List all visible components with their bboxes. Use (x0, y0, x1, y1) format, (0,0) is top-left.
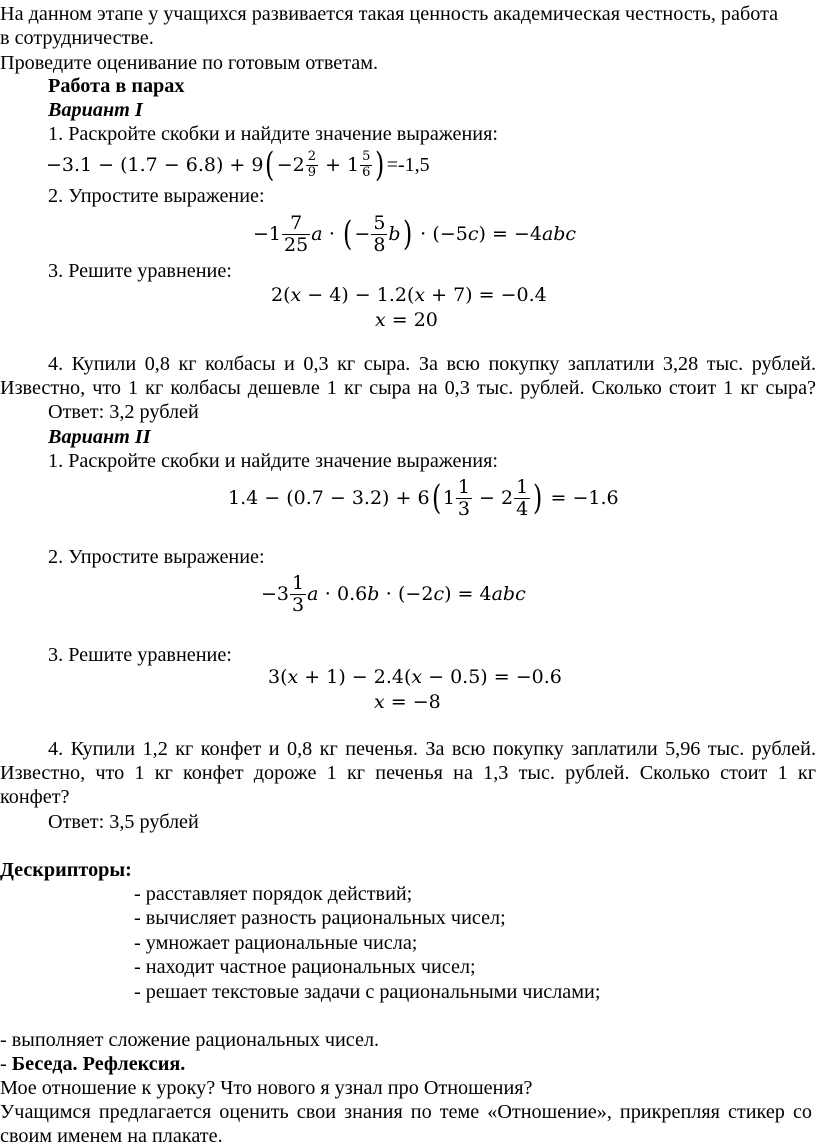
descriptor-item: - находит частное рациональных чисел; (134, 956, 476, 978)
pairs-title: Работа в парах (48, 75, 185, 97)
variant2-task4-line-2: Известно, что 1 кг конфет дороже 1 кг печенья на 1,3 тыс. рублей. Сколько стоит 1 кг (0, 762, 816, 784)
variant1-task3-equation: 2(x − 4) − 1.2(x + 7) = −0.4 (271, 284, 547, 306)
variant1-task1-answer: =-1,5 (386, 153, 430, 176)
variant1-task3: 3. Решите уравнение: (48, 260, 232, 282)
variant1-task3-solution: x = 20 (375, 309, 438, 331)
reflection-line-2: Учащимся предлагается оценить свои знания по теме «Отношение», прикрепляя стикер со (0, 1101, 812, 1123)
variant1-task1-expression: −3.1 − (1.7 − 6.8) + 9 ( −2 2 9 + 1 5 6 ) =-1,5 (46, 145, 430, 185)
variant2-task4-line-1: 4. Купили 1,2 кг конфет и 0,8 кг печенья. За всю покупку заплатили 5,96 тыс. рублей. (48, 738, 816, 760)
variant2-task3-solution: x = −8 (374, 691, 441, 713)
variant1-task4-line-2: Известно, что 1 кг колбасы дешевле 1 кг сыра на 0,3 тыс. рублей. Сколько стоит 1 кг сыра? (0, 377, 816, 399)
variant1-task2: 2. Упростите выражение: (48, 185, 265, 207)
intro-line-3: Проведите оценивание по готовым ответам. (0, 52, 379, 74)
reflection-dash: - (0, 1053, 12, 1075)
reflection-heading (0, 1052, 185, 1076)
variant2-task4-line-3: конфет? (0, 786, 70, 808)
variant1-answer: Ответ: 3,2 рублей (48, 401, 199, 423)
descriptors-title: Дескрипторы: (0, 859, 132, 881)
intro-line-2: в сотрудничестве. (0, 27, 154, 49)
reflection-line-3: своим именем на плакате. (0, 1125, 223, 1147)
variant2-task3: 3. Решите уравнение: (48, 644, 232, 666)
descriptor-extra: - выполняет сложение рациональных чисел. (0, 1029, 380, 1051)
variant2-task1: 1. Раскройте скобки и найдите значение выражения: (48, 450, 498, 472)
intro-line-1: На данном этапе у учащихся развивается такая ценность академическая честность, работа (0, 3, 779, 25)
reflection-title: Беседа. Рефлексия. (11, 1053, 186, 1075)
variant1-task2-expression: −1 7 25 a ⋅ ( − 5 8 b ) ⋅ (−5c) = −4abc (253, 211, 577, 256)
variant1-task1: 1. Раскройте скобки и найдите значение выражения: (48, 123, 498, 145)
descriptor-item: - умножает рациональные числа; (134, 932, 418, 954)
reflection-line-1: Мое отношение к уроку? Что нового я узнал про Отношения? (0, 1077, 533, 1099)
variant2-task2-expression: −3 1 3 a ⋅ 0.6b ⋅ (−2c) = 4abc (261, 571, 526, 616)
variant2-task2: 2. Упростите выражение: (48, 546, 265, 568)
descriptor-item: - расставляет порядок действий; (134, 883, 413, 905)
descriptor-item: - вычисляет разность рациональных чисел; (134, 907, 506, 929)
descriptor-item: - решает текстовые задачи с рациональными числами; (134, 981, 601, 1003)
variant2-title: Вариант II (48, 426, 151, 448)
variant2-answer: Ответ: 3,5 рублей (48, 811, 199, 833)
variant1-task4-line-1: 4. Купили 0,8 кг колбасы и 0,3 кг сыра. За всю покупку заплатили 3,28 тыс. рублей. (48, 353, 816, 375)
variant1-title: Вариант I (48, 99, 143, 121)
variant2-task3-equation: 3(x + 1) − 2.4(x − 0.5) = −0.6 (268, 666, 562, 688)
variant2-task1-expression: 1.4 − (0.7 − 3.2) + 6 ( 1 1 3 − 2 1 4 ) = −1.6 (228, 475, 619, 520)
